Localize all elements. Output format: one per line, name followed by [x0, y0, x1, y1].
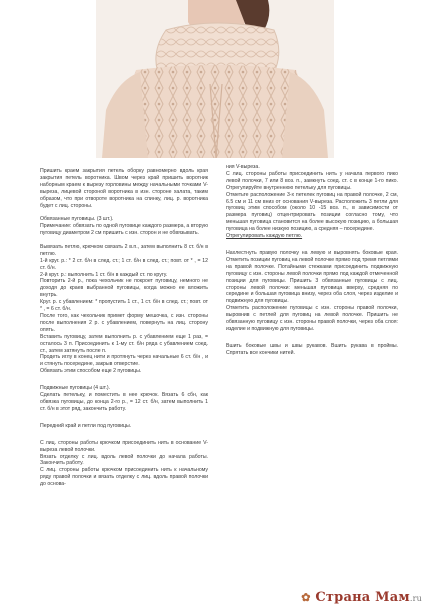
- instruction-paragraph: С лиц. стороны работы крючком присоединить нить к начальному ряду правой полочки и вязать отделку с лиц. вдоль правой полочки до основа-: [40, 467, 208, 488]
- instruction-paragraph: 2-й круг. р.: выполнить 1 ст. б/н в каждый ст. по кругу.: [40, 271, 168, 278]
- paragraph-gap: [40, 430, 208, 440]
- sweater-photo: [96, 0, 334, 158]
- instruction-paragraph: Отметить расположение пуговицы с изн. стороны правой полочки, выровнив с петлей для пуговиц на левой полочке. Пришить не обвязанную пуговицу с изн. стороны правой полочки, через оба слоя: изделие и подвижную для пуговицы.: [226, 305, 398, 332]
- instruction-paragraph: Продеть иглу в конец нити и протянуть через начальные 6 ст. б/н , и и стянуть посередине, закрыв отверстие.: [40, 354, 208, 368]
- instruction-paragraph: Вшить боковые швы и швы рукавов. Вшить рукава в проймы. Спрятать все кончики нитей.: [226, 342, 398, 356]
- paragraph-gap: [40, 413, 208, 423]
- instructions-left-column: [40, 168, 208, 488]
- instruction-paragraph: Примечание: обвязать по одной пуговице каждого размера, а вторую пуговицу диаметром 2 см пришить с изн. сторон и не обвязывать.: [40, 223, 208, 237]
- paragraph-gap: [40, 237, 208, 244]
- paragraph-gap: [40, 209, 208, 216]
- instruction-paragraph: Пришить краем закрытия петель оборку равномерно вдоль края закрытия петель воротника. Швом через край пришить воротник наборным краем к вырезу горловины между начальными точками V-выреза, лицевой стороной воротника в изн. стороне халата, таким образом, что при отвороте воротника на спинку, лиц. р. воротника будет с лиц. стороны.: [40, 168, 208, 209]
- watermark-flower-icon: ✿: [301, 591, 311, 604]
- instruction-paragraph: С лиц. стороны работы крючком присоединить нить в основание V- выреза левой полочки.: [40, 439, 208, 453]
- instruction-paragraph: Повторить 2-й р., пока чехольчик не покроет пуговицу, немного не доходя до краев выбранной пуговицы, когда можно ее вложить внутрь.: [40, 278, 208, 299]
- instruction-paragraph: 1-й круг. р.: * 2 ст. б/н в след. ст.; 1 ст. б/н в след. ст.; повт. от * , = 12 ст. б/н.: [40, 257, 208, 271]
- instruction-paragraph: Обвязать этим способом еще 2 пуговицы.: [40, 368, 142, 375]
- instruction-paragraph: Подвижные пуговицы (4 шт.).: [40, 385, 111, 392]
- instruction-paragraph: Вставить пуговицу, затем выполнить р. с убавлением еще 1 раз, = осталось 3 п. Присоединить к 1-му ст. б/н ряда с убавлением соед. ст., затем затянуть после п.: [40, 333, 208, 354]
- watermark-domain: .ru: [409, 594, 422, 603]
- instruction-paragraph: ния V-выреза.: [226, 164, 260, 170]
- instruction-paragraph: Круг. р. с убавлением: * пропустить 1 ст., 1 ст. б/н в след. ст.; повт. от * , = 6 ст. б/н.: [40, 299, 208, 313]
- instruction-paragraph: Передний край и петли под пуговицы.: [40, 422, 132, 429]
- watermark-text: Страна Мам: [315, 590, 410, 605]
- paragraph-gap: [226, 333, 398, 343]
- instruction-paragraph: Сделать петельку, и поместить в нее крючок. Вязать 6 сбн, как обвязка пуговицы, до конца 2-го р., = 12 ст. б/н, затем выполнить 1 ст. б/н в этот ряд, закончить работу.: [40, 392, 208, 412]
- instruction-paragraph: Вязать отделку с лиц. вдоль левой полочки до начала работы. Закончить работу.: [40, 453, 208, 467]
- instructions-right-column: [226, 164, 398, 357]
- instruction-paragraph: Отметьте расположение 3-х петелек пуговиц на правой полочке, 2 см, 6.5 см и 11 см вниз от основания V-выреза. Расположить 3 петли для пуговиц этим способом (около 10 -15 воз. п., в зависимости от размера пуговиц) отцентрировать позиции согласно тому, что меньшая пуговица становится на более высокую позицию, а большая пуговица на более низкую позицию, а средняя – посередине.: [226, 191, 398, 233]
- instruction-paragraph: Вывязать петлю, крючком связать 2 в.п., затем выполнить 8 ст. б/н в петлю.: [40, 243, 208, 257]
- instruction-paragraph: С лиц. стороны работы присоединить нить у начала первого пико левой полочки, 7 или 8 воз. п., замкнуть соед. ст. с в конце 1-го пико. Отрегулируйте внутреннюю петельку для пуговицы.: [226, 170, 398, 191]
- site-watermark: [301, 590, 422, 605]
- instruction-paragraph: Отрегулировать каждую петлю.: [226, 233, 303, 240]
- instruction-paragraph: Обвязанные пуговицы. (3 шт.).: [40, 216, 114, 223]
- paragraph-gap: [40, 375, 208, 385]
- instruction-paragraph: После того, как чехольчик примет форму мешочка, с изн. стороны после выполнения 2 р. с убавлением, повернуть на лиц. сторону опять.: [40, 313, 208, 333]
- instruction-paragraph: Нахлестнуть правую полочку на левую и выровнять боковые края. Отметить позиции пуговиц на левой полочке прямо под тремя петлями на правой полочке. Потайными стежками присоединить подвижную пуговицу с изн. стороны левой полочки прямо под каждой отмеченной позиции для пуговицы. Пришить 3 обвязанные пуговицы с лиц. стороны левой полочки: меньшая пуговица вверху, средняя по середине и большая пуговица внизу, через оба слоя, через изделие и подвижную для пуговицы.: [226, 249, 398, 305]
- paragraph-gap: [226, 240, 398, 250]
